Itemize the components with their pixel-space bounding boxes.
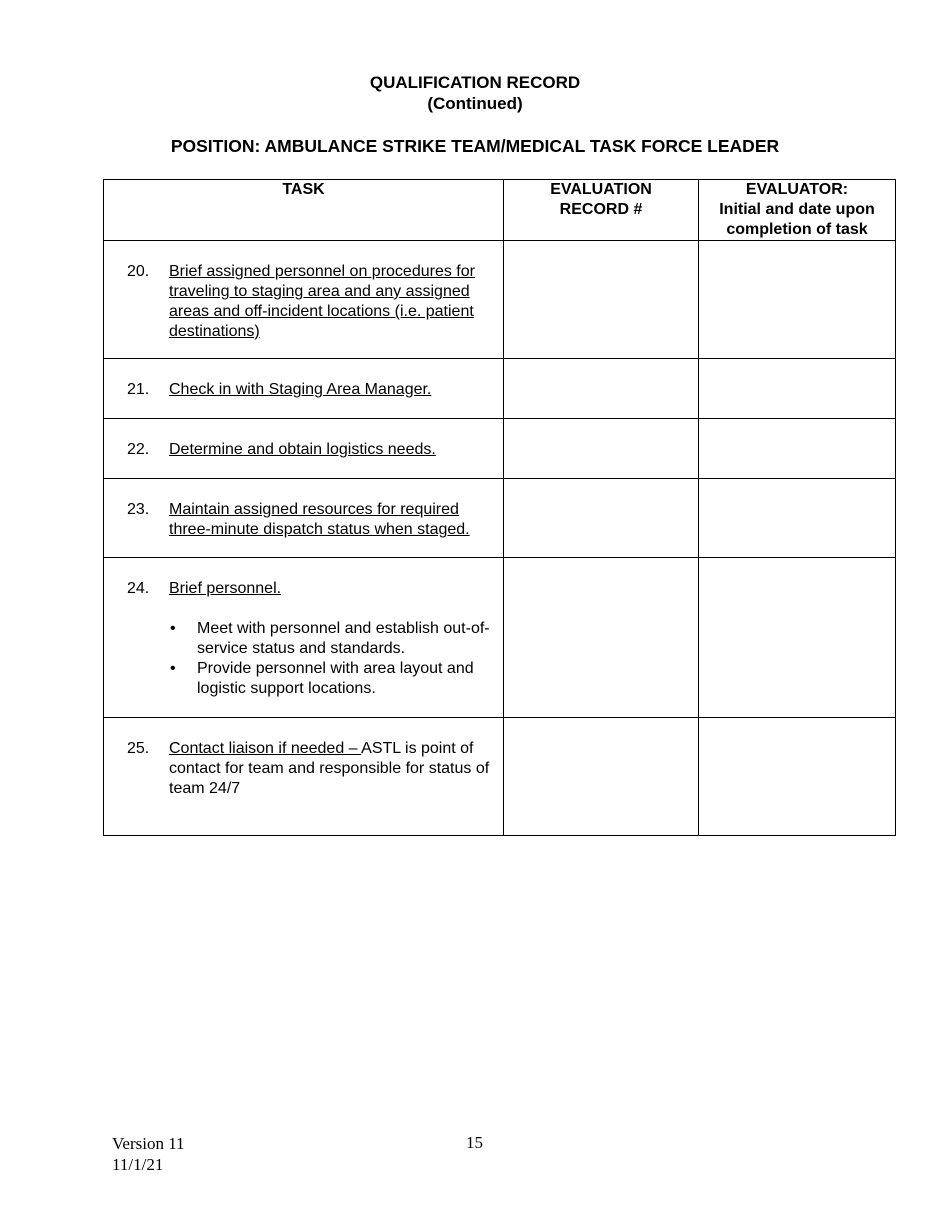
qualification-table xyxy=(103,179,896,836)
evaluation-record-cell[interactable] xyxy=(504,241,699,359)
task-text-underlined: Contact liaison if needed – xyxy=(169,740,362,757)
task-text: Maintain assigned resources for required three-minute dispatch status when staged. xyxy=(169,501,470,538)
task-text: Brief assigned personnel on procedures for traveling to staging area and any assigned areas and off-incident locations (i.e. patient destinations) xyxy=(169,263,475,340)
task-cell xyxy=(104,359,504,419)
page-number: 15 xyxy=(466,1133,483,1152)
table-row xyxy=(104,479,896,558)
evaluation-record-cell[interactable] xyxy=(504,479,699,558)
task-number: 21. xyxy=(127,381,150,398)
task-number: 24. xyxy=(127,580,150,597)
list-item: • Meet with personnel and establish out-of-service status and standards. xyxy=(197,619,494,659)
title-block xyxy=(0,72,950,114)
footer-date: 11/1/21 xyxy=(112,1155,164,1174)
task-bullet-list xyxy=(169,619,494,699)
evaluator-cell[interactable] xyxy=(699,558,896,718)
task-number: 25. xyxy=(127,740,150,757)
task-cell xyxy=(104,419,504,479)
header-evaluator-line2: Initial and date upon completion of task xyxy=(719,201,875,238)
document-title: QUALIFICATION RECORD xyxy=(369,73,581,92)
task-text: Brief personnel. xyxy=(169,580,282,597)
task-cell xyxy=(104,718,504,836)
footer-version-block xyxy=(112,1133,185,1175)
header-task-label: TASK xyxy=(282,181,325,198)
task-text: Check in with Staging Area Manager. xyxy=(169,381,432,398)
task-cell xyxy=(104,479,504,558)
table-row xyxy=(104,419,896,479)
header-task xyxy=(104,180,504,241)
header-eval-line1: EVALUATION xyxy=(550,181,652,198)
evaluator-cell[interactable] xyxy=(699,241,896,359)
evaluator-cell[interactable] xyxy=(699,718,896,836)
header-evaluator xyxy=(699,180,896,241)
table-header-row xyxy=(104,180,896,241)
table-row xyxy=(104,359,896,419)
table-row xyxy=(104,241,896,359)
task-number: 23. xyxy=(127,501,150,518)
evaluator-cell[interactable] xyxy=(699,359,896,419)
task-number: 20. xyxy=(127,263,150,280)
evaluation-record-cell[interactable] xyxy=(504,359,699,419)
task-text: Determine and obtain logistics needs. xyxy=(169,441,436,458)
table-row xyxy=(104,558,896,718)
evaluator-cell[interactable] xyxy=(699,419,896,479)
evaluation-record-cell[interactable] xyxy=(504,718,699,836)
table-row xyxy=(104,718,896,836)
task-cell xyxy=(104,241,504,359)
position-heading: POSITION: AMBULANCE STRIKE TEAM/MEDICAL TASK FORCE LEADER xyxy=(170,136,780,156)
header-eval-line2: RECORD # xyxy=(559,201,643,218)
evaluation-record-cell[interactable] xyxy=(504,419,699,479)
task-cell xyxy=(104,558,504,718)
header-evaluation-record xyxy=(504,180,699,241)
footer-version: Version 11 xyxy=(112,1134,185,1153)
list-item: • Provide personnel with area layout and logistic support locations. xyxy=(197,659,494,699)
document-subtitle: (Continued) xyxy=(427,94,523,113)
task-text-plain: ASTL is point of contact for team and responsible for status of team 24/7 xyxy=(169,740,490,797)
evaluation-record-cell[interactable] xyxy=(504,558,699,718)
header-evaluator-line1: EVALUATOR: xyxy=(745,181,849,198)
task-number: 22. xyxy=(127,441,150,458)
evaluator-cell[interactable] xyxy=(699,479,896,558)
